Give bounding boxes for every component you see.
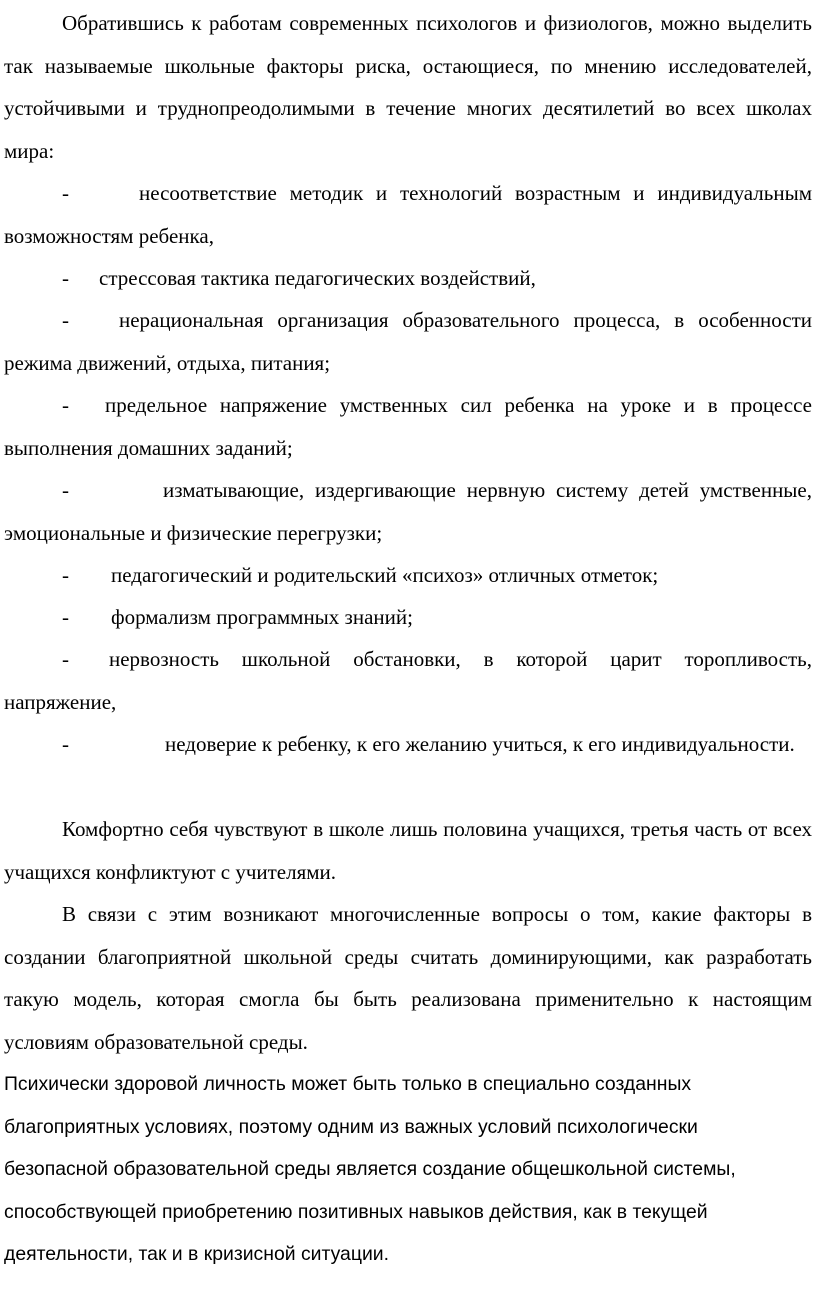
list-item-text: стрессовая тактика педагогических воздействий,: [99, 266, 536, 290]
list-dash: -: [62, 647, 69, 671]
list-dash: -: [62, 393, 69, 417]
list-dash: -: [62, 605, 69, 629]
list-item-text: нерациональная организация образовательного процесса, в особенности режима движений, отдыха, питания;: [4, 308, 812, 375]
list-item: [4, 554, 812, 597]
list-item: [4, 384, 812, 469]
list-item: [4, 257, 812, 300]
intro-paragraph: Обратившись к работам современных психологов и физиологов, можно выделить так называемые школьные факторы риска, остающиеся, по мнению исследователей, устойчивыми и труднопреодолимыми в течение многих десятилетий во всех школах мира:: [4, 11, 812, 163]
list-dash: -: [62, 308, 69, 332]
list-item-text: изматывающие, издергивающие нервную систему детей умственные, эмоциональные и физические перегрузки;: [4, 478, 812, 545]
list-dash: -: [62, 478, 69, 502]
list-item: [4, 723, 812, 766]
list-item-text: формализм программных знаний;: [111, 605, 413, 629]
list-item: [4, 172, 812, 257]
list-item-text: несоответствие методик и технологий возрастным и индивидуальным возможностям ребенка,: [4, 181, 812, 248]
list-item: [4, 596, 812, 639]
questions-paragraph: В связи с этим возникают многочисленные вопросы о том, какие факторы в создании благоприятной школьной среды считать доминирующими, как разработать такую модель, которая смогла бы быть реализована применительно к настоящим условиям образовательной среды.: [4, 902, 812, 1054]
list-item-text: недоверие к ребенку, к его желанию учиться, к его индивидуальности.: [165, 732, 795, 756]
list-item-text: предельное напряжение умственных сил ребенка на уроке и в процессе выполнения домашних заданий;: [4, 393, 812, 460]
list-dash: -: [62, 563, 69, 587]
list-dash: -: [62, 266, 69, 290]
list-item-text: нервозность школьной обстановки, в которой царит торопливость, напряжение,: [4, 647, 812, 714]
list-item: [4, 469, 812, 554]
conclusion-paragraph: Психически здоровой личность может быть только в специально созданных благоприятных условиях, поэтому одним из важных условий психологически безопасной образовательной среды является создание общешкольной системы, способствующей приобретению позитивных навыков действия, как в текущей деятельности, так и в кризисной ситуации.: [4, 1073, 736, 1265]
list-dash: -: [62, 181, 69, 205]
list-item-text: педагогический и родительский «психоз» отличных отметок;: [111, 563, 659, 587]
list-item: [4, 299, 812, 384]
comfort-paragraph: Комфортно себя чувствуют в школе лишь половина учащихся, третья часть от всех учащихся конфликтуют с учителями.: [4, 817, 812, 884]
list-item: [4, 638, 812, 723]
list-dash: -: [62, 732, 69, 756]
